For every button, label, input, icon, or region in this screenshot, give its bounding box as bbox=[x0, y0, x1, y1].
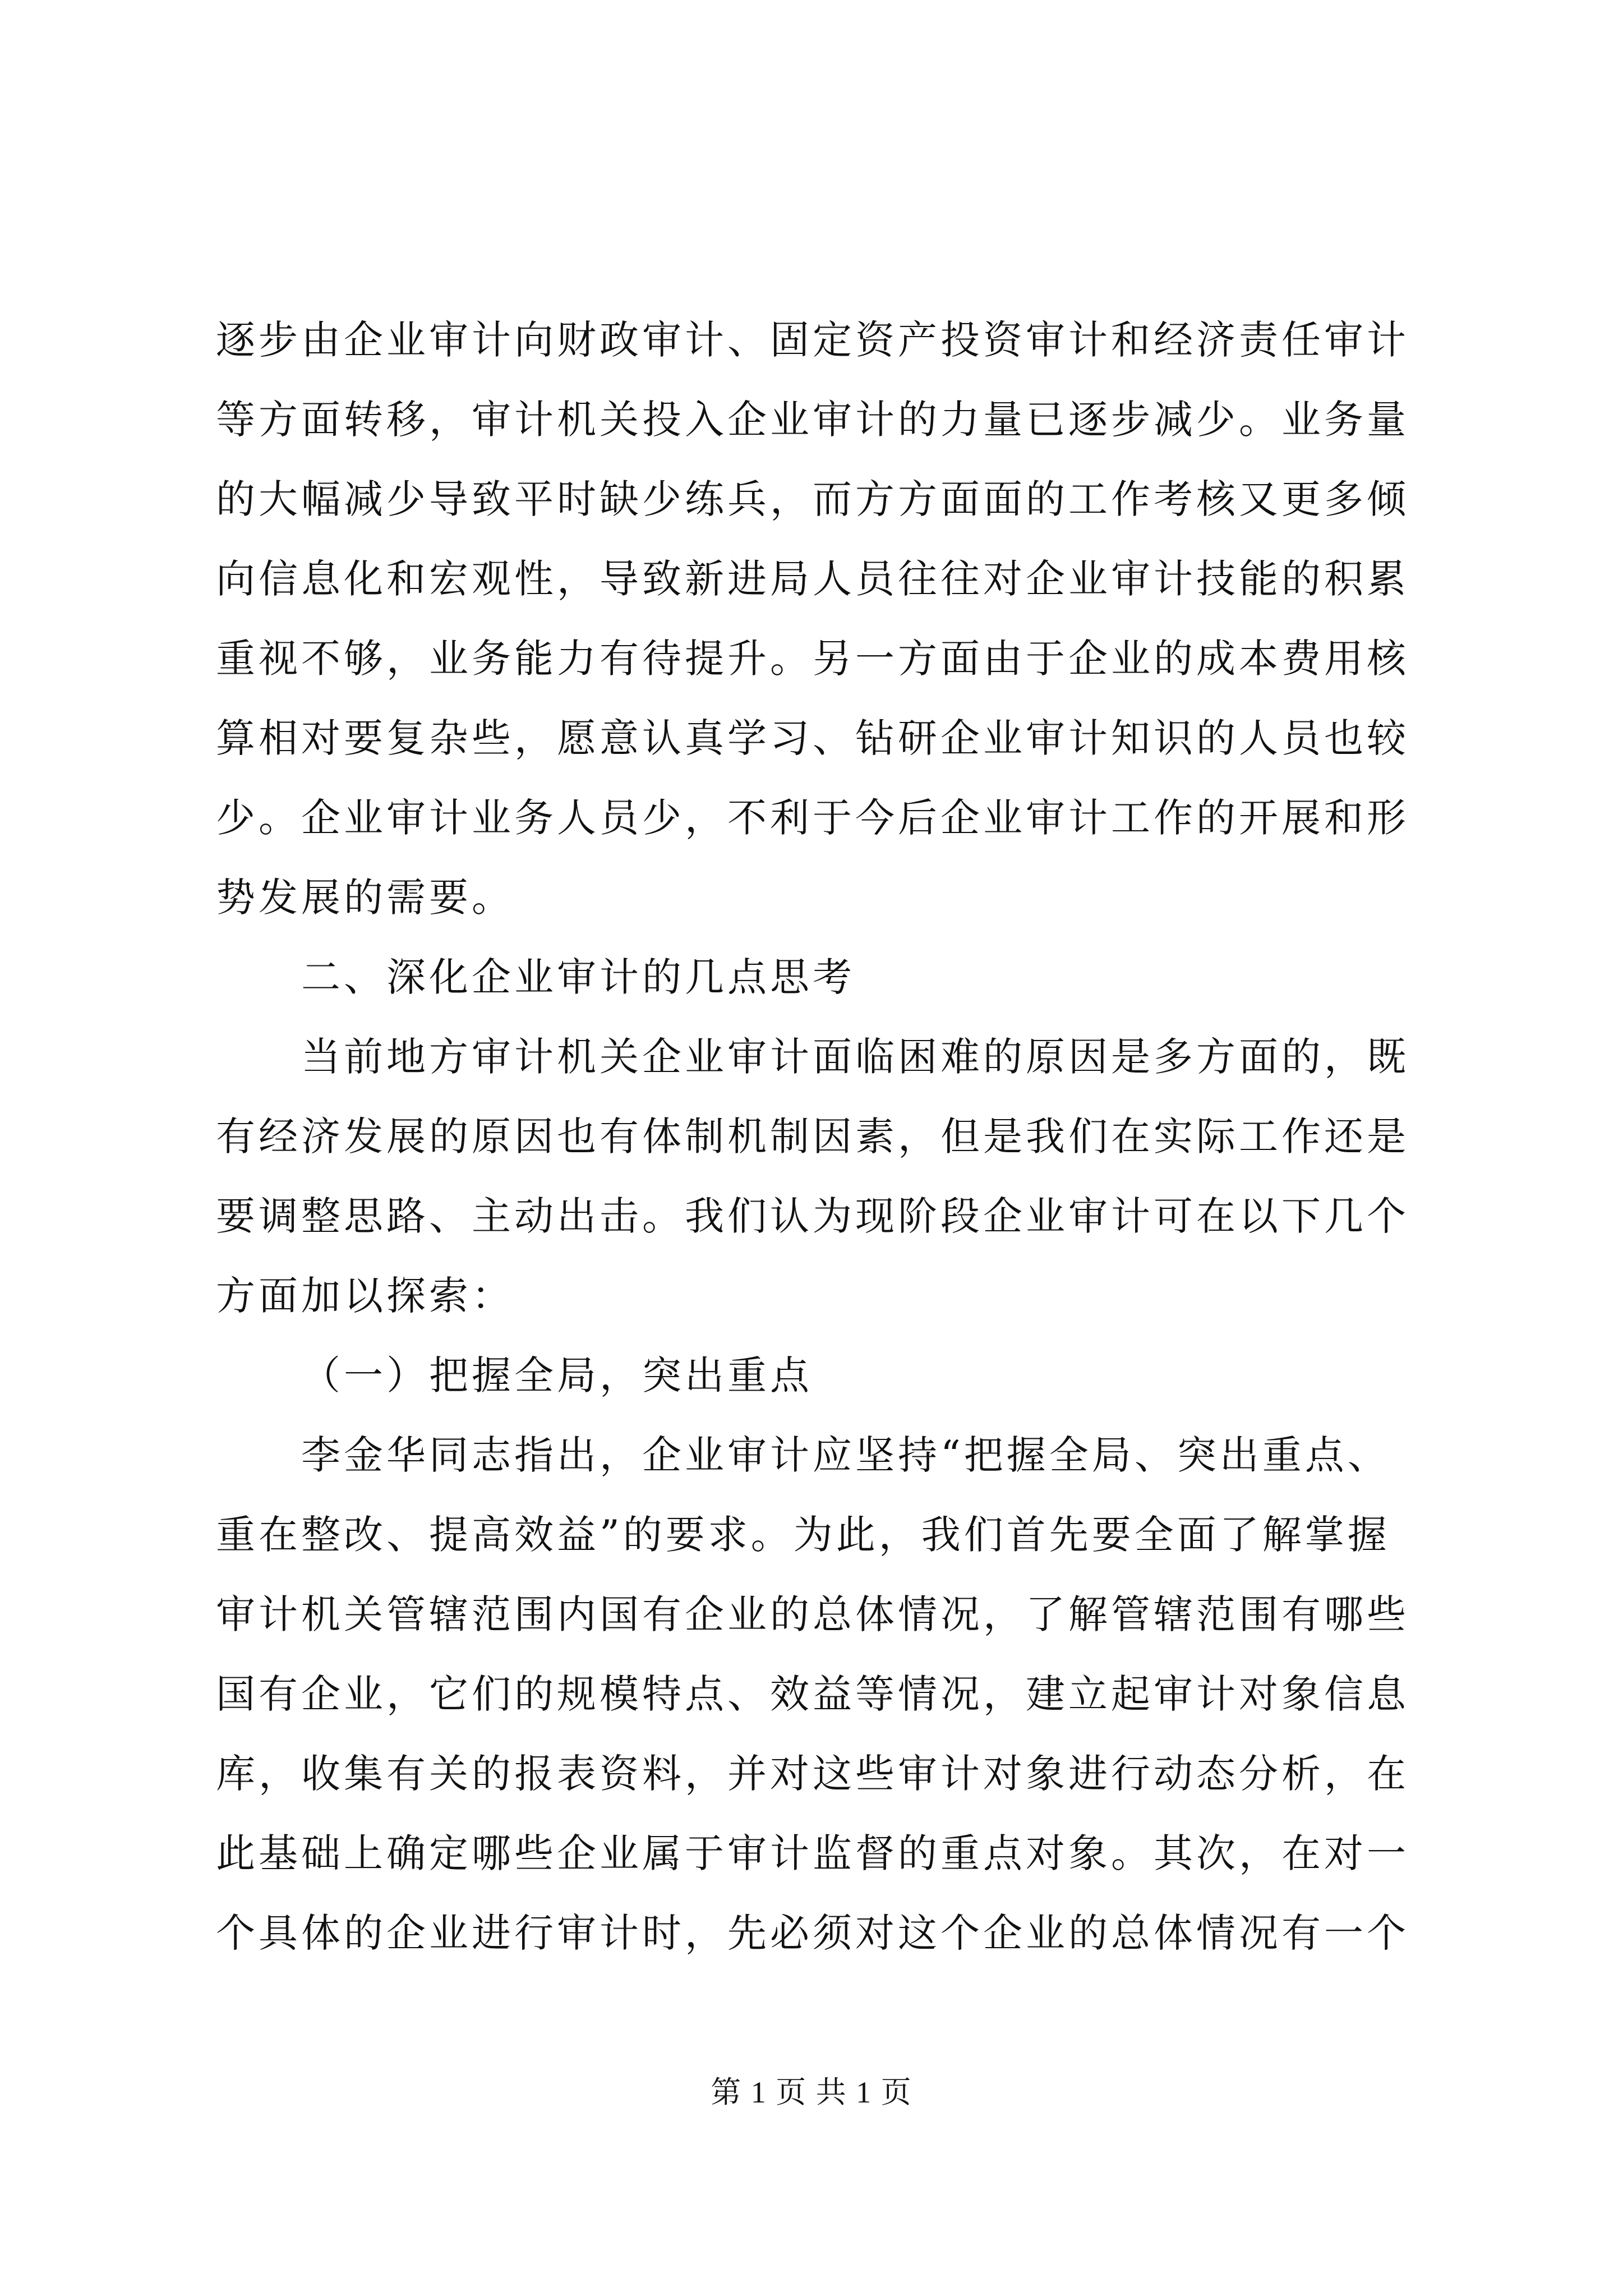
body-line: 国有企业，它们的规模特点、效益等情况，建立起审计对象信息 bbox=[216, 1671, 1409, 1717]
body-line: 势发展的需要。 bbox=[216, 875, 514, 921]
body-line: 个具体的企业进行审计时，先必须对这个企业的总体情况有一个 bbox=[216, 1910, 1409, 1956]
body-line: 等方面转移，审计机关投入企业审计的力量已逐步减少。业务量 bbox=[216, 397, 1409, 443]
section-heading: 二、深化企业审计的几点思考 bbox=[301, 954, 855, 1000]
page-number-footer: 第 1 页 共 1 页 bbox=[711, 2076, 912, 2109]
body-line: 库，收集有关的报表资料，并对这些审计对象进行动态分析，在 bbox=[216, 1751, 1409, 1797]
body-line: 逐步由企业审计向财政审计、固定资产投资审计和经济责任审计 bbox=[216, 317, 1409, 363]
body-line: 要调整思路、主动出击。我们认为现阶段企业审计可在以下几个 bbox=[216, 1193, 1409, 1239]
paragraph-first-line: 李金华同志指出，企业审计应坚持“把握全局、突出重点、 bbox=[301, 1432, 1390, 1478]
body-line: 少。企业审计业务人员少，不利于今后企业审计工作的开展和形 bbox=[216, 795, 1409, 841]
body-line: 此基础上确定哪些企业属于审计监督的重点对象。其次，在对一 bbox=[216, 1830, 1409, 1876]
body-line: 重在整改、提高效益”的要求。为此，我们首先要全面了解掌握 bbox=[216, 1512, 1390, 1558]
subsection-heading: （一）把握全局，突出重点 bbox=[301, 1352, 813, 1398]
body-line: 算相对要复杂些，愿意认真学习、钻研企业审计知识的人员也较 bbox=[216, 715, 1409, 761]
document-body bbox=[216, 300, 1416, 1973]
body-line: 重视不够，业务能力有待提升。另一方面由于企业的成本费用核 bbox=[216, 636, 1409, 682]
paragraph-first-line: 当前地方审计机关企业审计面临困难的原因是多方面的，既 bbox=[301, 1034, 1409, 1080]
body-line: 向信息化和宏观性，导致新进局人员往往对企业审计技能的积累 bbox=[216, 556, 1409, 602]
body-line: 方面加以探索： bbox=[216, 1273, 514, 1319]
body-line: 的大幅减少导致平时缺少练兵，而方方面面的工作考核又更多倾 bbox=[216, 476, 1409, 522]
body-line: 审计机关管辖范围内国有企业的总体情况，了解管辖范围有哪些 bbox=[216, 1591, 1409, 1637]
body-line: 有经济发展的原因也有体制机制因素，但是我们在实际工作还是 bbox=[216, 1114, 1409, 1159]
